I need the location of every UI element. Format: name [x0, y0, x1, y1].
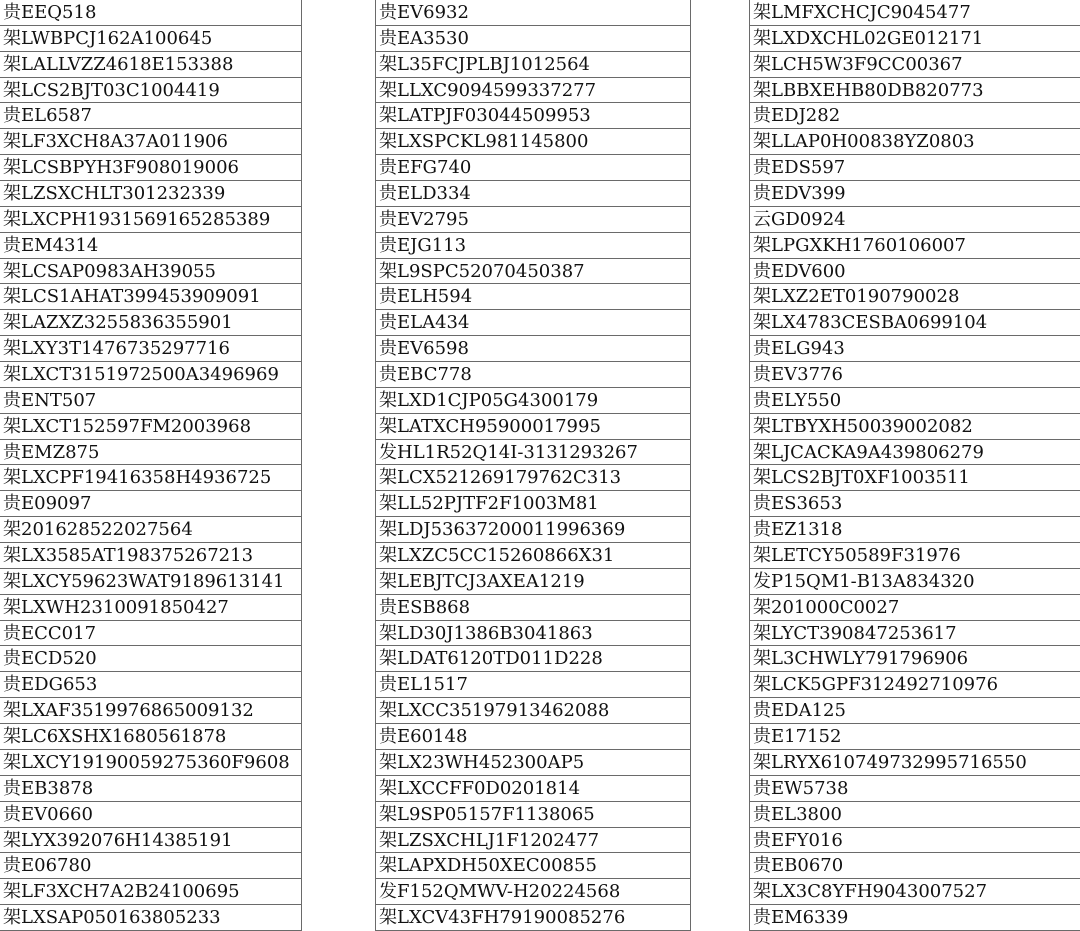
table-cell[interactable]: 架LDAT6120TD011D228	[376, 646, 690, 672]
table-cell[interactable]: 架LX23WH452300AP5	[376, 750, 690, 776]
column-3	[749, 0, 1080, 931]
table-cell[interactable]: 贵ENT507	[0, 388, 301, 414]
table-cell[interactable]: 架LXSAP050163805233	[0, 905, 301, 931]
table-cell[interactable]: 架LAZXZ3255836355901	[0, 310, 301, 336]
table-cell[interactable]: 贵E09097	[0, 491, 301, 517]
table-cell[interactable]: 架LXCCFF0D0201814	[376, 776, 690, 802]
table-cell[interactable]: 架LBBXEHB80DB820773	[750, 78, 1080, 104]
table-cell[interactable]: 架LTBYXH50039002082	[750, 414, 1080, 440]
table-cell[interactable]: 贵ELG943	[750, 336, 1080, 362]
table-cell[interactable]: 贵EM4314	[0, 233, 301, 259]
table-cell[interactable]: 架LF3XCH7A2B24100695	[0, 879, 301, 905]
table-cell[interactable]: 架LPGXKH1760106007	[750, 233, 1080, 259]
table-cell[interactable]: 架LCSBPYH3F908019006	[0, 155, 301, 181]
table-cell[interactable]: 架LX3585AT198375267213	[0, 543, 301, 569]
table-cell[interactable]: 架LCS2BJT0XF1003511	[750, 465, 1080, 491]
table-cell[interactable]: 架LETCY50589F31976	[750, 543, 1080, 569]
column-2	[375, 0, 691, 931]
table-cell[interactable]: 架LXCC35197913462088	[376, 698, 690, 724]
table-cell[interactable]: 架LLXC9094599337277	[376, 78, 690, 104]
table-cell[interactable]: 架LXWH2310091850427	[0, 595, 301, 621]
table-cell[interactable]: 架LXSPCKL981145800	[376, 129, 690, 155]
table-cell[interactable]: 架LXCT152597FM2003968	[0, 414, 301, 440]
table-cell[interactable]: 贵EDG653	[0, 672, 301, 698]
table-cell[interactable]: 贵ECD520	[0, 646, 301, 672]
table-cell[interactable]: 架LRYX610749732995716550	[750, 750, 1080, 776]
table-cell[interactable]: 架201628522027564	[0, 517, 301, 543]
table-cell[interactable]: 架LXZ2ET0190790028	[750, 284, 1080, 310]
table-cell[interactable]: 架LCH5W3F9CC00367	[750, 52, 1080, 78]
column-1	[0, 0, 302, 931]
table-cell[interactable]: 架LCK5GPF312492710976	[750, 672, 1080, 698]
table-cell[interactable]: 贵EDJ282	[750, 103, 1080, 129]
table-cell[interactable]: 架LLAP0H00838YZ0803	[750, 129, 1080, 155]
table-cell[interactable]: 贵EZ1318	[750, 517, 1080, 543]
table-cell[interactable]: 发F152QMWV-H20224568	[376, 879, 690, 905]
table-cell[interactable]: 贵EDV399	[750, 181, 1080, 207]
table-cell[interactable]: 云GD0924	[750, 207, 1080, 233]
table-cell[interactable]: 架LAPXDH50XEC00855	[376, 853, 690, 879]
table-cell[interactable]: 架LXCY59623WAT9189613141	[0, 569, 301, 595]
table-cell[interactable]: 架LCSAP0983AH39055	[0, 259, 301, 285]
table-cell[interactable]: 贵E17152	[750, 724, 1080, 750]
table-cell[interactable]: 贵EEQ518	[0, 0, 301, 26]
table-cell[interactable]: 架201000C0027	[750, 595, 1080, 621]
table-cell[interactable]: 架L35FCJPLBJ1012564	[376, 52, 690, 78]
table-cell[interactable]: 架LXD1CJP05G4300179	[376, 388, 690, 414]
table-cell[interactable]: 发HL1R52Q14I-3131293267	[376, 440, 690, 466]
table-cell[interactable]: 贵ES3653	[750, 491, 1080, 517]
table-cell[interactable]: 架LXCPF19416358H4936725	[0, 465, 301, 491]
table-cell[interactable]: 架LZSXCHLJ1F1202477	[376, 828, 690, 854]
table-cell[interactable]: 贵ECC017	[0, 621, 301, 647]
table-cell[interactable]: 架LX3C8YFH9043007527	[750, 879, 1080, 905]
table-cell[interactable]: 贵EW5738	[750, 776, 1080, 802]
table-cell[interactable]: 架LATPJF03044509953	[376, 103, 690, 129]
table-cell[interactable]: 贵EL6587	[0, 103, 301, 129]
table-cell[interactable]: 架LALLVZZ4618E153388	[0, 52, 301, 78]
table-cell[interactable]: 贵EM6339	[750, 905, 1080, 931]
table-cell[interactable]: 架LXCT3151972500A3496969	[0, 362, 301, 388]
table-cell[interactable]: 贵EFG740	[376, 155, 690, 181]
table-cell[interactable]: 贵EV6932	[376, 0, 690, 26]
table-cell[interactable]: 架LWBPCJ162A100645	[0, 26, 301, 52]
table-cell[interactable]: 贵EDA125	[750, 698, 1080, 724]
table-cell[interactable]: 贵EL1517	[376, 672, 690, 698]
table-cell[interactable]: 贵E60148	[376, 724, 690, 750]
table-cell[interactable]: 架LXCY19190059275360F9608	[0, 750, 301, 776]
table-cell[interactable]: 贵EV2795	[376, 207, 690, 233]
table-cell[interactable]: 贵EL3800	[750, 802, 1080, 828]
table-cell[interactable]: 贵EA3530	[376, 26, 690, 52]
table-cell[interactable]: 架LCS2BJT03C1004419	[0, 78, 301, 104]
table-cell[interactable]: 架LD30J1386B3041863	[376, 621, 690, 647]
table-cell[interactable]: 架LZSXCHLT301232339	[0, 181, 301, 207]
table-cell[interactable]: 架LL52PJTF2F1003M81	[376, 491, 690, 517]
table-cell[interactable]: 架LDJ53637200011996369	[376, 517, 690, 543]
table-cell[interactable]: 架LXCV43FH79190085276	[376, 905, 690, 931]
table-cell[interactable]: 贵EV0660	[0, 802, 301, 828]
table-cell[interactable]: 贵EDS597	[750, 155, 1080, 181]
table-cell[interactable]: 贵EB0670	[750, 853, 1080, 879]
table-cell[interactable]: 贵ELH594	[376, 284, 690, 310]
table-cell[interactable]: 架LXAF3519976865009132	[0, 698, 301, 724]
table-cell[interactable]: 架LX4783CESBA0699104	[750, 310, 1080, 336]
table-cell[interactable]: 贵E06780	[0, 853, 301, 879]
table-cell[interactable]: 架L3CHWLY791796906	[750, 646, 1080, 672]
table-cell[interactable]: 贵ELY550	[750, 388, 1080, 414]
table-cell[interactable]: 架LCS1AHAT399453909091	[0, 284, 301, 310]
table-cell[interactable]: 架LJCACKA9A439806279	[750, 440, 1080, 466]
table-cell[interactable]: 贵ELD334	[376, 181, 690, 207]
table-cell[interactable]: 架LCX521269179762C313	[376, 465, 690, 491]
table-cell[interactable]: 贵EFY016	[750, 828, 1080, 854]
table-cell[interactable]: 贵EV3776	[750, 362, 1080, 388]
table-cell[interactable]: 架LYX392076H14385191	[0, 828, 301, 854]
table-cell[interactable]: 架LF3XCH8A37A011906	[0, 129, 301, 155]
table-cell[interactable]: 贵ESB868	[376, 595, 690, 621]
table-cell[interactable]: 架LEBJTCJ3AXEA1219	[376, 569, 690, 595]
table-cell[interactable]: 架LATXCH95900017995	[376, 414, 690, 440]
table-cell[interactable]: 贵EMZ875	[0, 440, 301, 466]
table-cell[interactable]: 架LXZC5CC15260866X31	[376, 543, 690, 569]
table-cell[interactable]: 架LMFXCHCJC9045477	[750, 0, 1080, 26]
table-cell[interactable]: 贵EBC778	[376, 362, 690, 388]
table-cell[interactable]: 贵EV6598	[376, 336, 690, 362]
table-cell[interactable]: 架LXDXCHL02GE012171	[750, 26, 1080, 52]
table-cell[interactable]: 架LXY3T1476735297716	[0, 336, 301, 362]
table-cell[interactable]: 贵EB3878	[0, 776, 301, 802]
table-cell[interactable]: 架LXCPH1931569165285389	[0, 207, 301, 233]
table-cell[interactable]: 贵EDV600	[750, 259, 1080, 285]
table-cell[interactable]: 贵ELA434	[376, 310, 690, 336]
table-cell[interactable]: 贵EJG113	[376, 233, 690, 259]
table-cell[interactable]: 架LC6XSHX1680561878	[0, 724, 301, 750]
table-cell[interactable]: 架LYCT390847253617	[750, 621, 1080, 647]
table-cell[interactable]: 架L9SP05157F1138065	[376, 802, 690, 828]
table-cell[interactable]: 发P15QM1-B13A834320	[750, 569, 1080, 595]
table-cell[interactable]: 架L9SPC52070450387	[376, 259, 690, 285]
